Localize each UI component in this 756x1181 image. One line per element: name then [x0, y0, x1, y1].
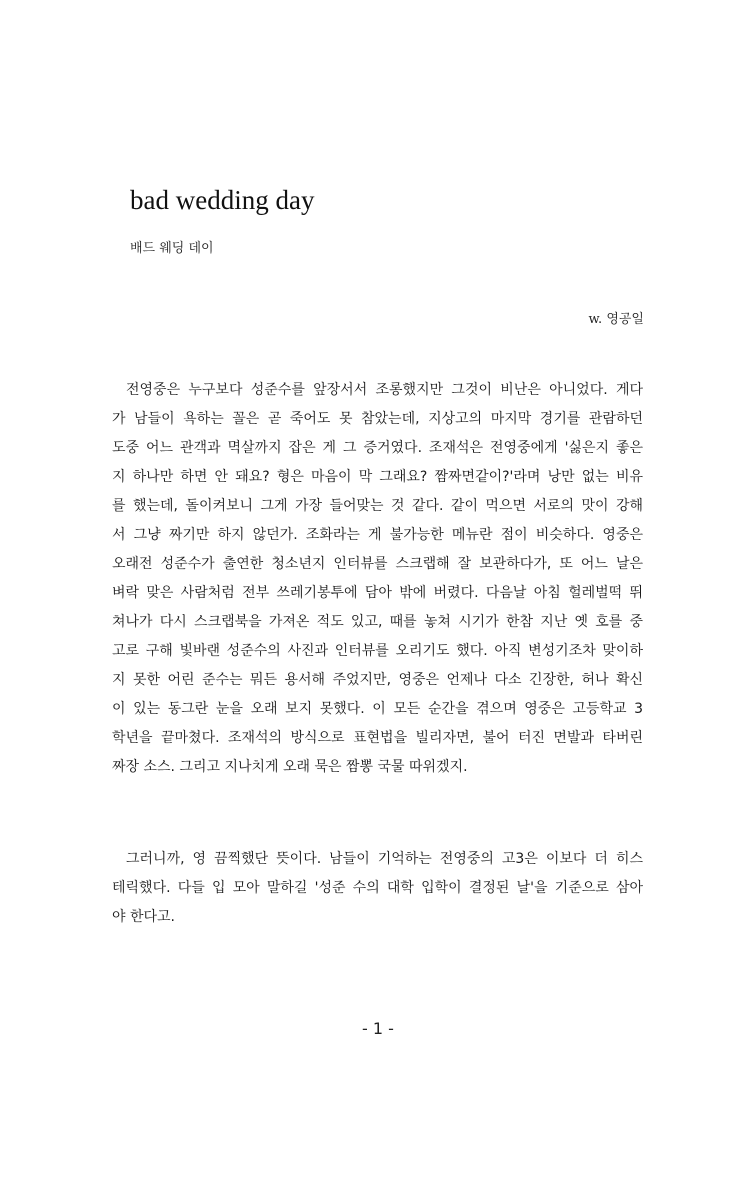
page-number: - 1 - — [362, 1019, 394, 1038]
paragraph-line: 벼락 맞은 사람처럼 전부 쓰레기봉투에 담아 밖에 버렸다. 다음날 아침 헐레벌떡 뛰 — [112, 585, 643, 601]
paragraph-line: 학년을 끝마쳤다. 조재석의 방식으로 표현법을 빌리자면, 불어 터진 면발과 타버린 — [112, 730, 643, 746]
paragraph-line: 를 했는데, 돌이켜보니 그게 가장 들어맞는 것 같다. 같이 먹으면 서로의 맛이 강해 — [112, 498, 643, 514]
paragraph-line: 가 남들이 욕하는 꼴은 곧 죽어도 못 참았는데, 지상고의 마지막 경기를 관람하던 — [112, 411, 643, 427]
paragraph-line: 짜장 소스. 그리고 지나치게 오래 묵은 짬뽕 국물 따위겠지. — [112, 759, 468, 775]
paragraph-line: 지 하나만 하면 안 돼요? 형은 마음이 막 그래요? 짬짜면같이?'라며 낭만 없는 비유 — [112, 469, 643, 485]
paragraph-line: 쳐나가 다시 스크랩북을 가져온 적도 있고, 때를 놓쳐 시기가 한참 지난 옛 호를 중 — [112, 614, 643, 630]
paragraph-line: 전영중은 누구보다 성준수를 앞장서서 조롱했지만 그것이 비난은 아니었다. 게다 — [126, 382, 643, 398]
paragraph-line: 도중 어느 관객과 멱살까지 잡은 게 그 증거였다. 조재석은 전영중에게 '싫은지 좋은 — [112, 440, 643, 456]
document-subtitle: 배드 웨딩 데이 — [130, 241, 214, 256]
paragraph-line: 서 그냥 짜기만 하지 않던가. 조화라는 게 불가능한 메뉴란 점이 비슷하다. 영중은 — [112, 527, 643, 543]
body-paragraph — [112, 845, 643, 932]
paragraph-line: 테릭했다. 다들 입 모아 말하길 '성준 수의 대학 입학이 결정된 날'을 기준으로 삼아 — [112, 880, 643, 896]
paragraph-line: 이 있는 동그란 눈을 오래 보지 못했다. 이 모든 순간을 겪으며 영중은 고등학교 3 — [112, 701, 643, 717]
paragraph-line: 지 못한 어린 준수는 뭐든 용서해 주었지만, 영중은 언제나 다소 긴장한, 허나 확신 — [112, 672, 643, 688]
paragraph-line: 고로 구해 빛바랜 성준수의 사진과 인터뷰를 오리기도 했다. 아직 변성기조차 맞이하 — [112, 643, 643, 659]
paragraph-line: 오래전 성준수가 출연한 청소년지 인터뷰를 스크랩해 잘 보관하다가, 또 어느 날은 — [112, 556, 643, 572]
paragraph-line: 그러니까, 영 끔찍했단 뜻이다. 남들이 기억하는 전영중의 고3은 이보다 더 히스 — [126, 851, 643, 867]
paragraph-line: 야 한다고. — [112, 909, 175, 925]
body-paragraph — [112, 376, 643, 782]
document-title: bad wedding day — [130, 185, 315, 215]
author-credit: w. 영공일 — [588, 312, 644, 327]
